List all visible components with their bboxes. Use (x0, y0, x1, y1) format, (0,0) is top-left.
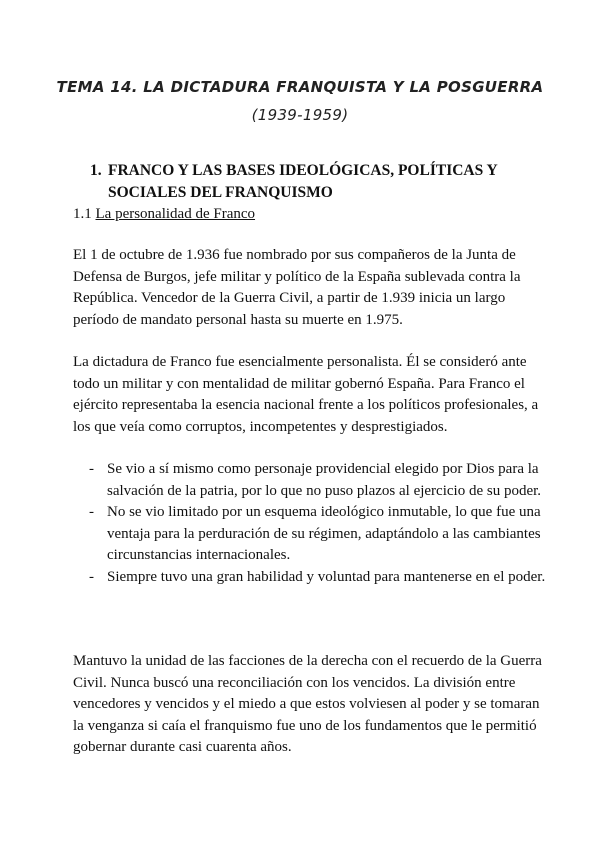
list-item (73, 459, 553, 502)
section-heading (90, 160, 550, 204)
subsection-number: 1.1 (73, 206, 92, 222)
list-item (73, 502, 553, 567)
paragraph-3: Mantuvo la unidad de las facciones de la derecha con el recuerdo de la Guerra Civil. Nunca buscó una reconciliación con los vencidos. La división entre vencedores y vencidos y el miedo a que estos volviesen al poder y se tomaran la venganza si caía el franquismo fue uno de los fundamentos que le permitió gobernar durante casi cuarenta años. (73, 653, 542, 755)
bullet-dash: - (89, 504, 94, 520)
bullet-dash: - (89, 568, 94, 585)
section-heading-text: FRANCO Y LAS BASES IDEOLÓGICAS, POLÍTICAS Y SOCIALES DEL FRANQUISMO (108, 162, 498, 201)
list-item (73, 567, 553, 589)
bullet-text: Se vio a sí mismo como personaje providencial elegido por Dios para la salvación de la patria, por lo que no puso plazos al ejercicio de su poder. (107, 461, 542, 499)
paragraph-1: El 1 de octubre de 1.936 fue nombrado por sus compañeros de la Junta de Defensa de Burgos, jefe militar y político de la España sublevada contra la República. Vencedor de la Guerra Civil, a partir de 1.939 inicia un largo período de mandato personal hasta su muerte en 1.975. (73, 247, 521, 328)
bullet-list (73, 459, 553, 588)
bullet-text: Siempre tuvo una gran habilidad y voluntad para mantenerse en el poder. (107, 568, 546, 585)
section-number: 1. (90, 162, 102, 179)
document-title-years: (1939-1959) (251, 106, 349, 124)
subsection-heading-text: La personalidad de Franco (95, 206, 256, 222)
subsection-heading (73, 204, 255, 224)
bullet-dash: - (89, 461, 94, 477)
paragraph-2: La dictadura de Franco fue esencialmente personalista. Él se consideró ante todo un militar y con mentalidad de militar gobernó España. Para Franco el ejército representaba la esencia nacional frente a los políticos profesionales, a los que veía como corruptos, incompetentes y desprestigiados. (73, 354, 539, 435)
document-title: TEMA 14. LA DICTADURA FRANQUISTA Y LA POSGUERRA (56, 78, 544, 96)
bullet-text: No se vio limitado por un esquema ideológico inmutable, lo que fue una ventaja para la perduración de su régimen, adaptándolo a las cambiantes circunstancias internacionales. (107, 504, 541, 563)
